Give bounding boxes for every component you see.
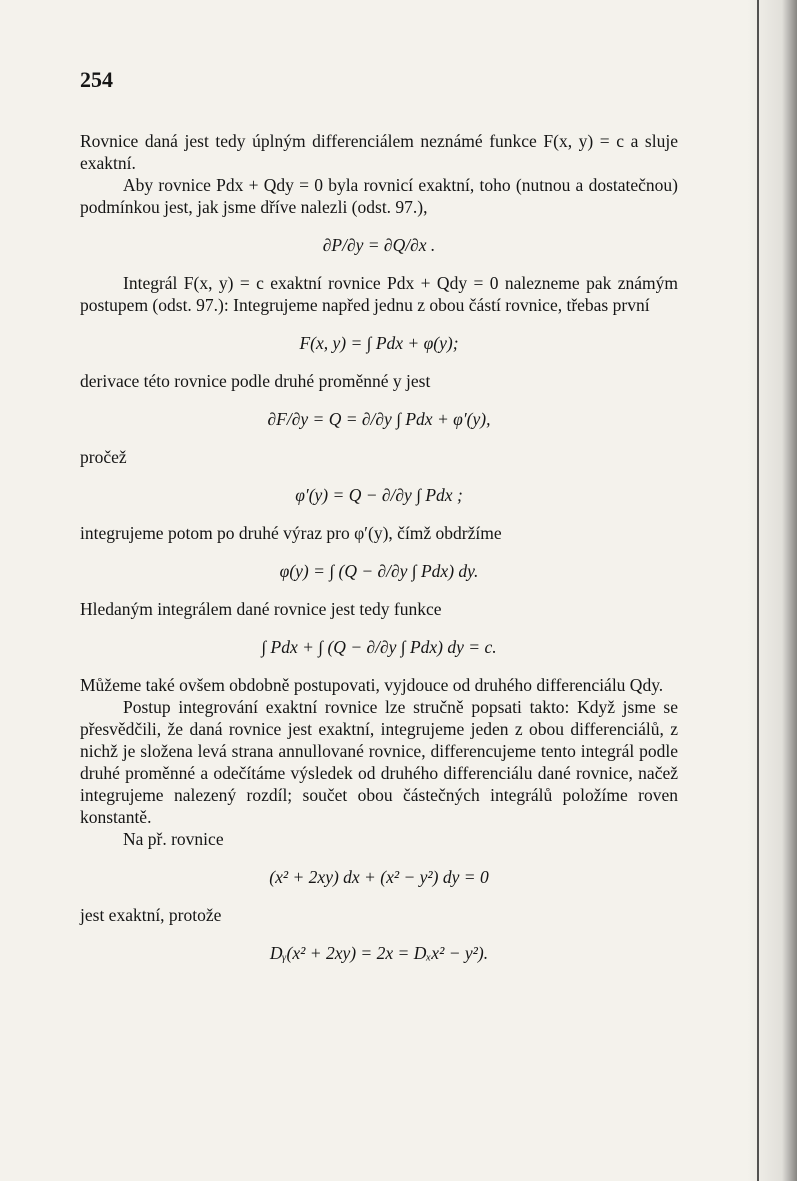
equation-phi-prime: φ′(y) = Q − ∂/∂y ∫ Pdx ; <box>295 485 463 505</box>
paragraph-exactness-condition: Aby rovnice Pdx + Qdy = 0 byla rovnicí exaktní, toho (nutnou a dostatečnou) podmínkou jest, jak jsme dříve nalezli (odst. 97.), <box>80 175 678 217</box>
label-therefore: pročež <box>80 447 127 467</box>
equation-phi: φ(y) = ∫ (Q − ∂/∂y ∫ Pdx) dy. <box>279 561 479 581</box>
equation-example: (x² + 2xy) dx + (x² − y²) dy = 0 <box>269 867 489 887</box>
equation-example-check: Dᵧ(x² + 2xy) = 2x = Dₓx² − y²). <box>269 943 489 963</box>
page-edge-line <box>757 0 759 1181</box>
paragraph-example-exact: jest exaktní, protože <box>80 905 222 925</box>
paragraph-alternative: Můžeme také ovšem obdobně postupovati, vyjdouce od druhého differenciálu Qdy. <box>80 675 664 695</box>
paragraph-exact-differential: Rovnice daná jest tedy úplným differenciálem neznámé funkce F(x, y) = c a sluje exaktní. <box>80 131 678 173</box>
equation-first-integral: F(x, y) = ∫ Pdx + φ(y); <box>299 333 459 353</box>
paragraph-example-intro: Na př. rovnice <box>123 829 224 849</box>
paragraph-procedure-summary: Postup integrování exaktní rovnice lze stručně popsati takto: Když jsme se přesvědčili, že daná rovnice jest exaktní, integrujeme jeden z obou differenciálů, z nichž je složena levá strana annullované rovnice, differencujeme tento integrál podle druhé proměnné a odečítáme výsledek od druhého differenciálu dané rovnice, načež integrujeme nalezený rozdíl; součet obou částečných integrálů položíme roven konstantě. <box>80 697 678 827</box>
page-number: 254 <box>80 67 113 92</box>
paragraph-derivative: derivace této rovnice podle druhé proměnné y jest <box>80 371 431 391</box>
paragraph-integrate-again: integrujeme potom po druhé výraz pro φ′(y), čímž obdržíme <box>80 523 502 543</box>
paragraph-integral-procedure: Integrál F(x, y) = c exaktní rovnice Pdx + Qdy = 0 nalezneme pak známým postupem (odst. 97.): Integrujeme napřed jednu z obou částí rovnice, třebas první <box>80 273 678 315</box>
equation-partial-derivative: ∂F/∂y = Q = ∂/∂y ∫ Pdx + φ′(y), <box>267 409 491 429</box>
page-edge-shadow <box>747 0 797 1181</box>
paragraph-sought-integral: Hledaným integrálem dané rovnice jest tedy funkce <box>80 599 442 619</box>
equation-general-integral: ∫ Pdx + ∫ (Q − ∂/∂y ∫ Pdx) dy = c. <box>261 637 497 657</box>
book-page <box>80 60 678 980</box>
equation-exactness-condition: ∂P/∂y = ∂Q/∂x . <box>322 235 436 255</box>
